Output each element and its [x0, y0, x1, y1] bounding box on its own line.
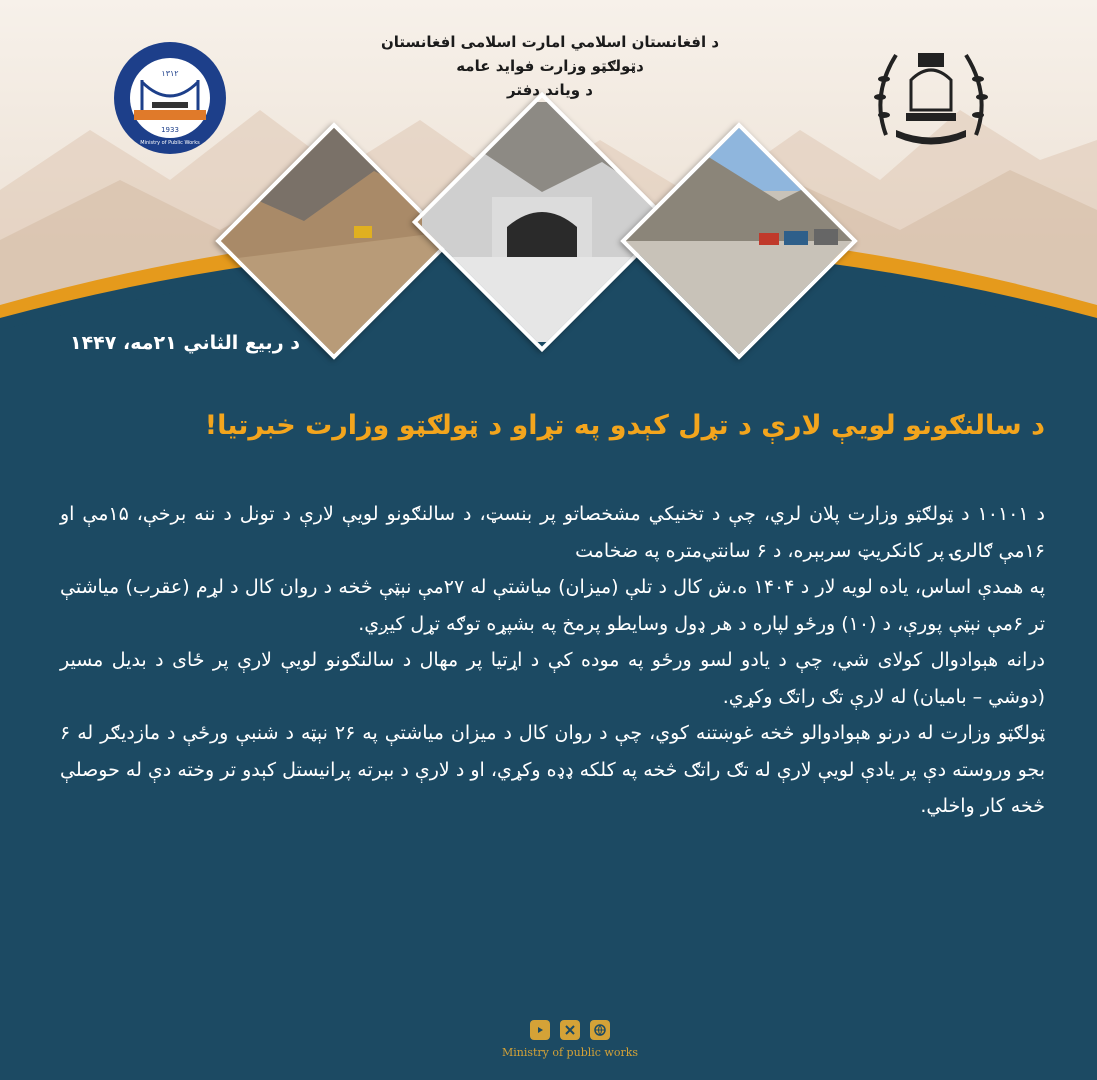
header-line-3: د ویاند دفتر — [506, 81, 593, 99]
header-line-1: د افغانستان اسلامي امارت اسلامی افغانستان — [380, 33, 720, 51]
ministry-header — [320, 30, 780, 102]
youtube-icon[interactable] — [530, 1020, 550, 1040]
publication-date: د ربیع الثاني ۲۱مه، ۱۴۴۷ — [69, 332, 300, 354]
header-line-2: دټولګټو وزارت فواید عامه — [456, 57, 644, 75]
logo-year-top: ۱۳۱۲ — [161, 69, 179, 78]
paragraph-4: ټولګټو وزارت له درنو هېوادوالو څخه غوښتنه کوي، چې د روان کال د ميزان مياشتې په ۲۶ نېټه د شنبې ورځې د مازديګر له ۶ بجو وروسته دې پر يادې لويې لارې له تګ راتګ څخه په کلکه ډډه وکړي، او د لارې د بېرته پرانيستل کېدو تر وخته دې له حوصلې څخه کار واخلي. — [60, 722, 1045, 817]
x-icon[interactable] — [560, 1020, 580, 1040]
footer — [480, 1020, 660, 1059]
paragraph-2: په همدې اساس، ياده لويه لار د ۱۴۰۴ ه.ش کال د تلې (ميزان) مياشتې له ۲۷مې نېټې څخه د روان کال د لړم (عقرب) مياشتې تر ۶مې نېټې پورې، د (۱۰) ورځو لپاره د هر ډول وسايطو پرمخ په بشپړه توګه تړل کيږي. — [60, 576, 1046, 635]
logo-text: Ministry of Public Works — [140, 140, 200, 146]
ministry-logo-icon — [112, 40, 228, 156]
paragraph-3: درانه هېوادوال کولای شي، چې د يادو لسو ورځو په موده کې د اړتيا پر مهال د سالنګونو لويې لارې پر ځای د بديل مسير (دوشي – باميان) له لارې تګ راتګ وکړي. — [60, 649, 1045, 708]
logo-year-bottom: 1933 — [161, 126, 179, 134]
emirate-emblem-icon — [866, 35, 996, 153]
footer-label: Ministry of public works — [501, 1046, 639, 1059]
paragraph-1: د ۱۰۱۰۱ د ټولګټو وزارت پلان لري، چې د تخنيکي مشخصاتو پر بنسټ، د سالنګونو لويې لارې د تونل د ننه برخې، ۱۵مې او ۱۶مې ګالرۍ پر کانکريټ سربېره، د ۶ سانتي‌متره په ضخامت — [60, 503, 1045, 562]
announcement-title: د سالنګونو لويې لارې د تړل کېدو په تړاو د ټولګټو وزارت خبرتيا! — [204, 410, 1045, 441]
announcement-body — [60, 496, 1045, 825]
globe-icon[interactable] — [590, 1020, 610, 1040]
